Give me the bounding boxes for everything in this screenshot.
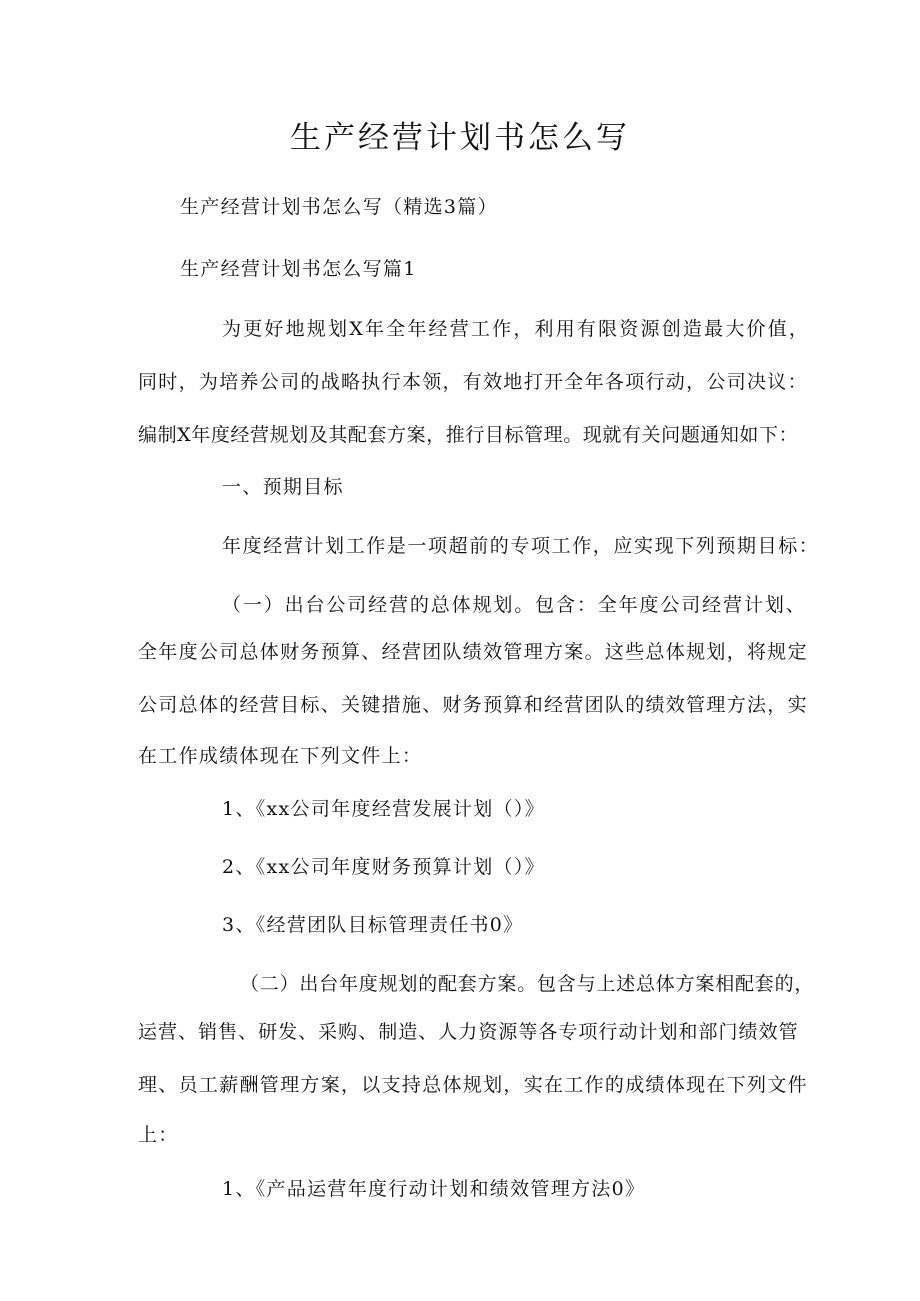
paragraph-line: 上： <box>138 1124 179 1146</box>
section-heading: 一、预期目标 <box>222 476 344 498</box>
document-list-item: 1、《xx公司年度经营发展计划（）》 <box>222 798 545 820</box>
paragraph-line: 在工作成绩体现在下列文件上： <box>138 745 423 767</box>
paragraph-line: 全年度公司总体财务预算、经营团队绩效管理方案。这些总体规划，将规定 <box>138 641 808 663</box>
document-list-item: 1、《产品运营年度行动计划和绩效管理方法0》 <box>222 1178 646 1200</box>
document-list-item: 3、《经营团队目标管理责任书0》 <box>222 914 524 936</box>
paragraph-line: （二）出台年度规划的配套方案。包含与上述总体方案相配套的， <box>240 973 815 995</box>
document-title: 生产经营计划书怎么写 <box>290 120 630 156</box>
paragraph-line: 为更好地规划X年全年经营工作，利用有限资源创造最大价值， <box>222 318 811 340</box>
paragraph-line: 年度经营计划工作是一项超前的专项工作，应实现下列预期目标： <box>222 535 820 557</box>
paragraph-line: （一）出台公司经营的总体规划。包含：全年度公司经营计划、 <box>222 594 806 616</box>
paragraph-line: 编制X年度经营规划及其配套方案，推行目标管理。现就有关问题通知如下： <box>138 424 798 446</box>
paragraph-line: 公司总体的经营目标、关键措施、财务预算和经营团队的绩效管理方法，实 <box>138 694 808 716</box>
document-subtitle: 生产经营计划书怎么写（精选3篇） <box>180 196 498 218</box>
article-heading: 生产经营计划书怎么写篇1 <box>180 258 417 280</box>
paragraph-line: 理、员工薪酬管理方案，以支持总体规划，实在工作的成绩体现在下列文件 <box>138 1074 808 1096</box>
paragraph-line: 运营、销售、研发、采购、制造、人力资源等各专项行动计划和部门绩效管 <box>138 1021 798 1043</box>
document-list-item: 2、《xx公司年度财务预算计划（）》 <box>222 856 545 878</box>
paragraph-line: 同时，为培养公司的战略执行本领，有效地打开全年各项行动，公司决议： <box>138 371 808 393</box>
